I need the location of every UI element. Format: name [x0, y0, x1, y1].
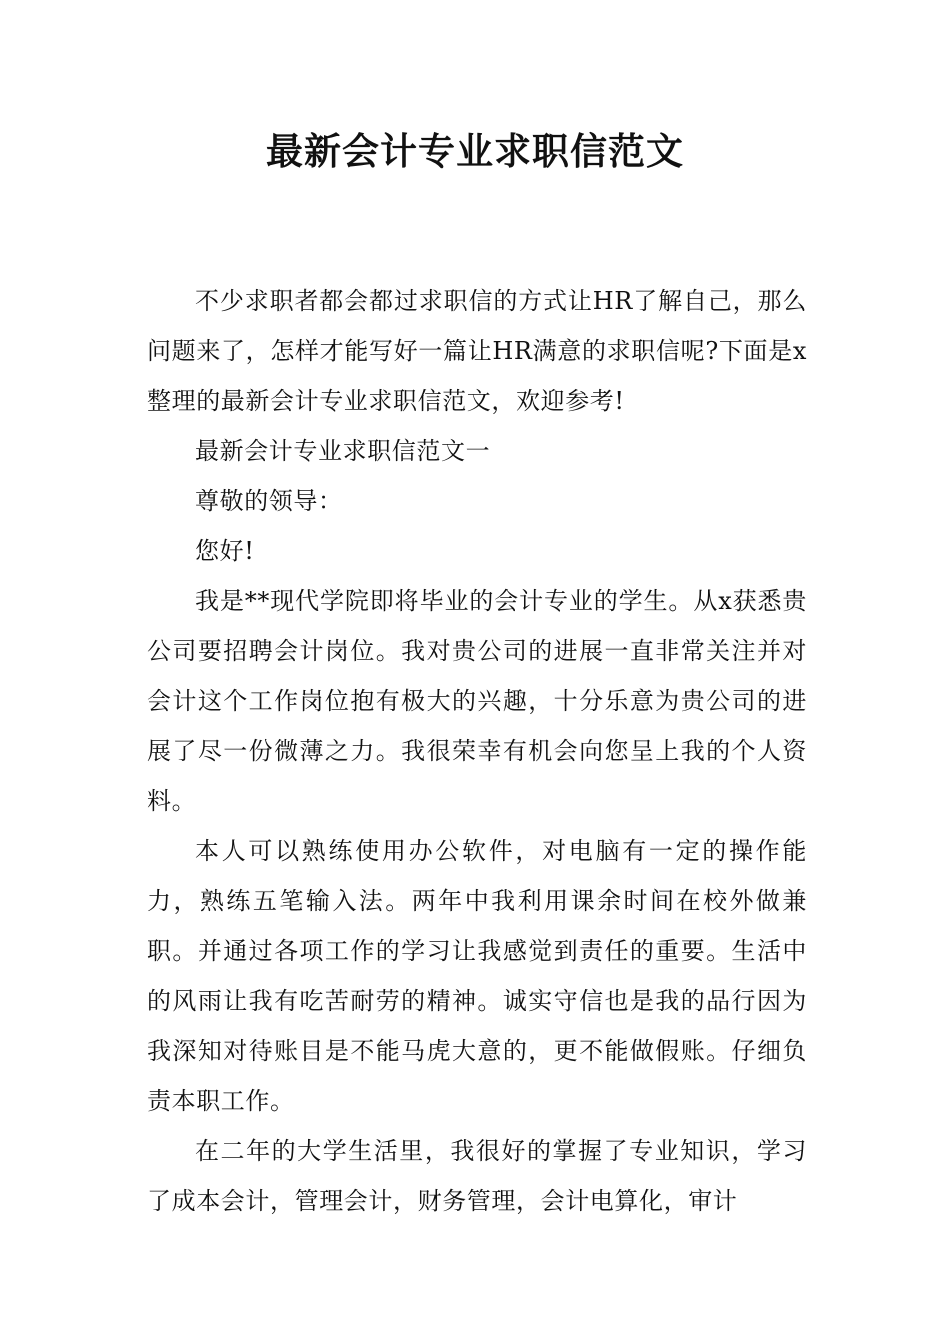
document-title: 最新会计专业求职信范文: [266, 129, 684, 173]
section-heading: 最新会计专业求职信范文一: [195, 437, 491, 465]
intro-paragraph: 不少求职者都会都过求职信的方式让HR了解自己，那么问题来了，怎样才能写好一篇让HR满意的求职信呢?下面是x整理的最新会计专业求职信范文，欢迎参考!: [147, 287, 807, 415]
greeting: 您好!: [195, 537, 255, 565]
body-paragraph: 我是**现代学院即将毕业的会计专业的学生。从x获悉贵公司要招聘会计岗位。我对贵公司的进展一直非常关注并对会计这个工作岗位抱有极大的兴趣，十分乐意为贵公司的进展了尽一份微薄之力。我很荣幸有机会向您呈上我的个人资料。: [147, 587, 807, 815]
document-body: [147, 276, 807, 1226]
body-paragraph: 本人可以熟练使用办公软件，对电脑有一定的操作能力，熟练五笔输入法。两年中我利用课余时间在校外做兼职。并通过各项工作的学习让我感觉到责任的重要。生活中的风雨让我有吃苦耐劳的精神。诚实守信也是我的品行因为我深知对待账目是不能马虎大意的，更不能做假账。仔细负责本职工作。: [147, 837, 807, 1115]
salutation: 尊敬的领导：: [195, 487, 343, 515]
body-paragraph: 在二年的大学生活里，我很好的掌握了专业知识，学习了成本会计，管理会计，财务管理，会计电算化，审计: [147, 1137, 807, 1215]
